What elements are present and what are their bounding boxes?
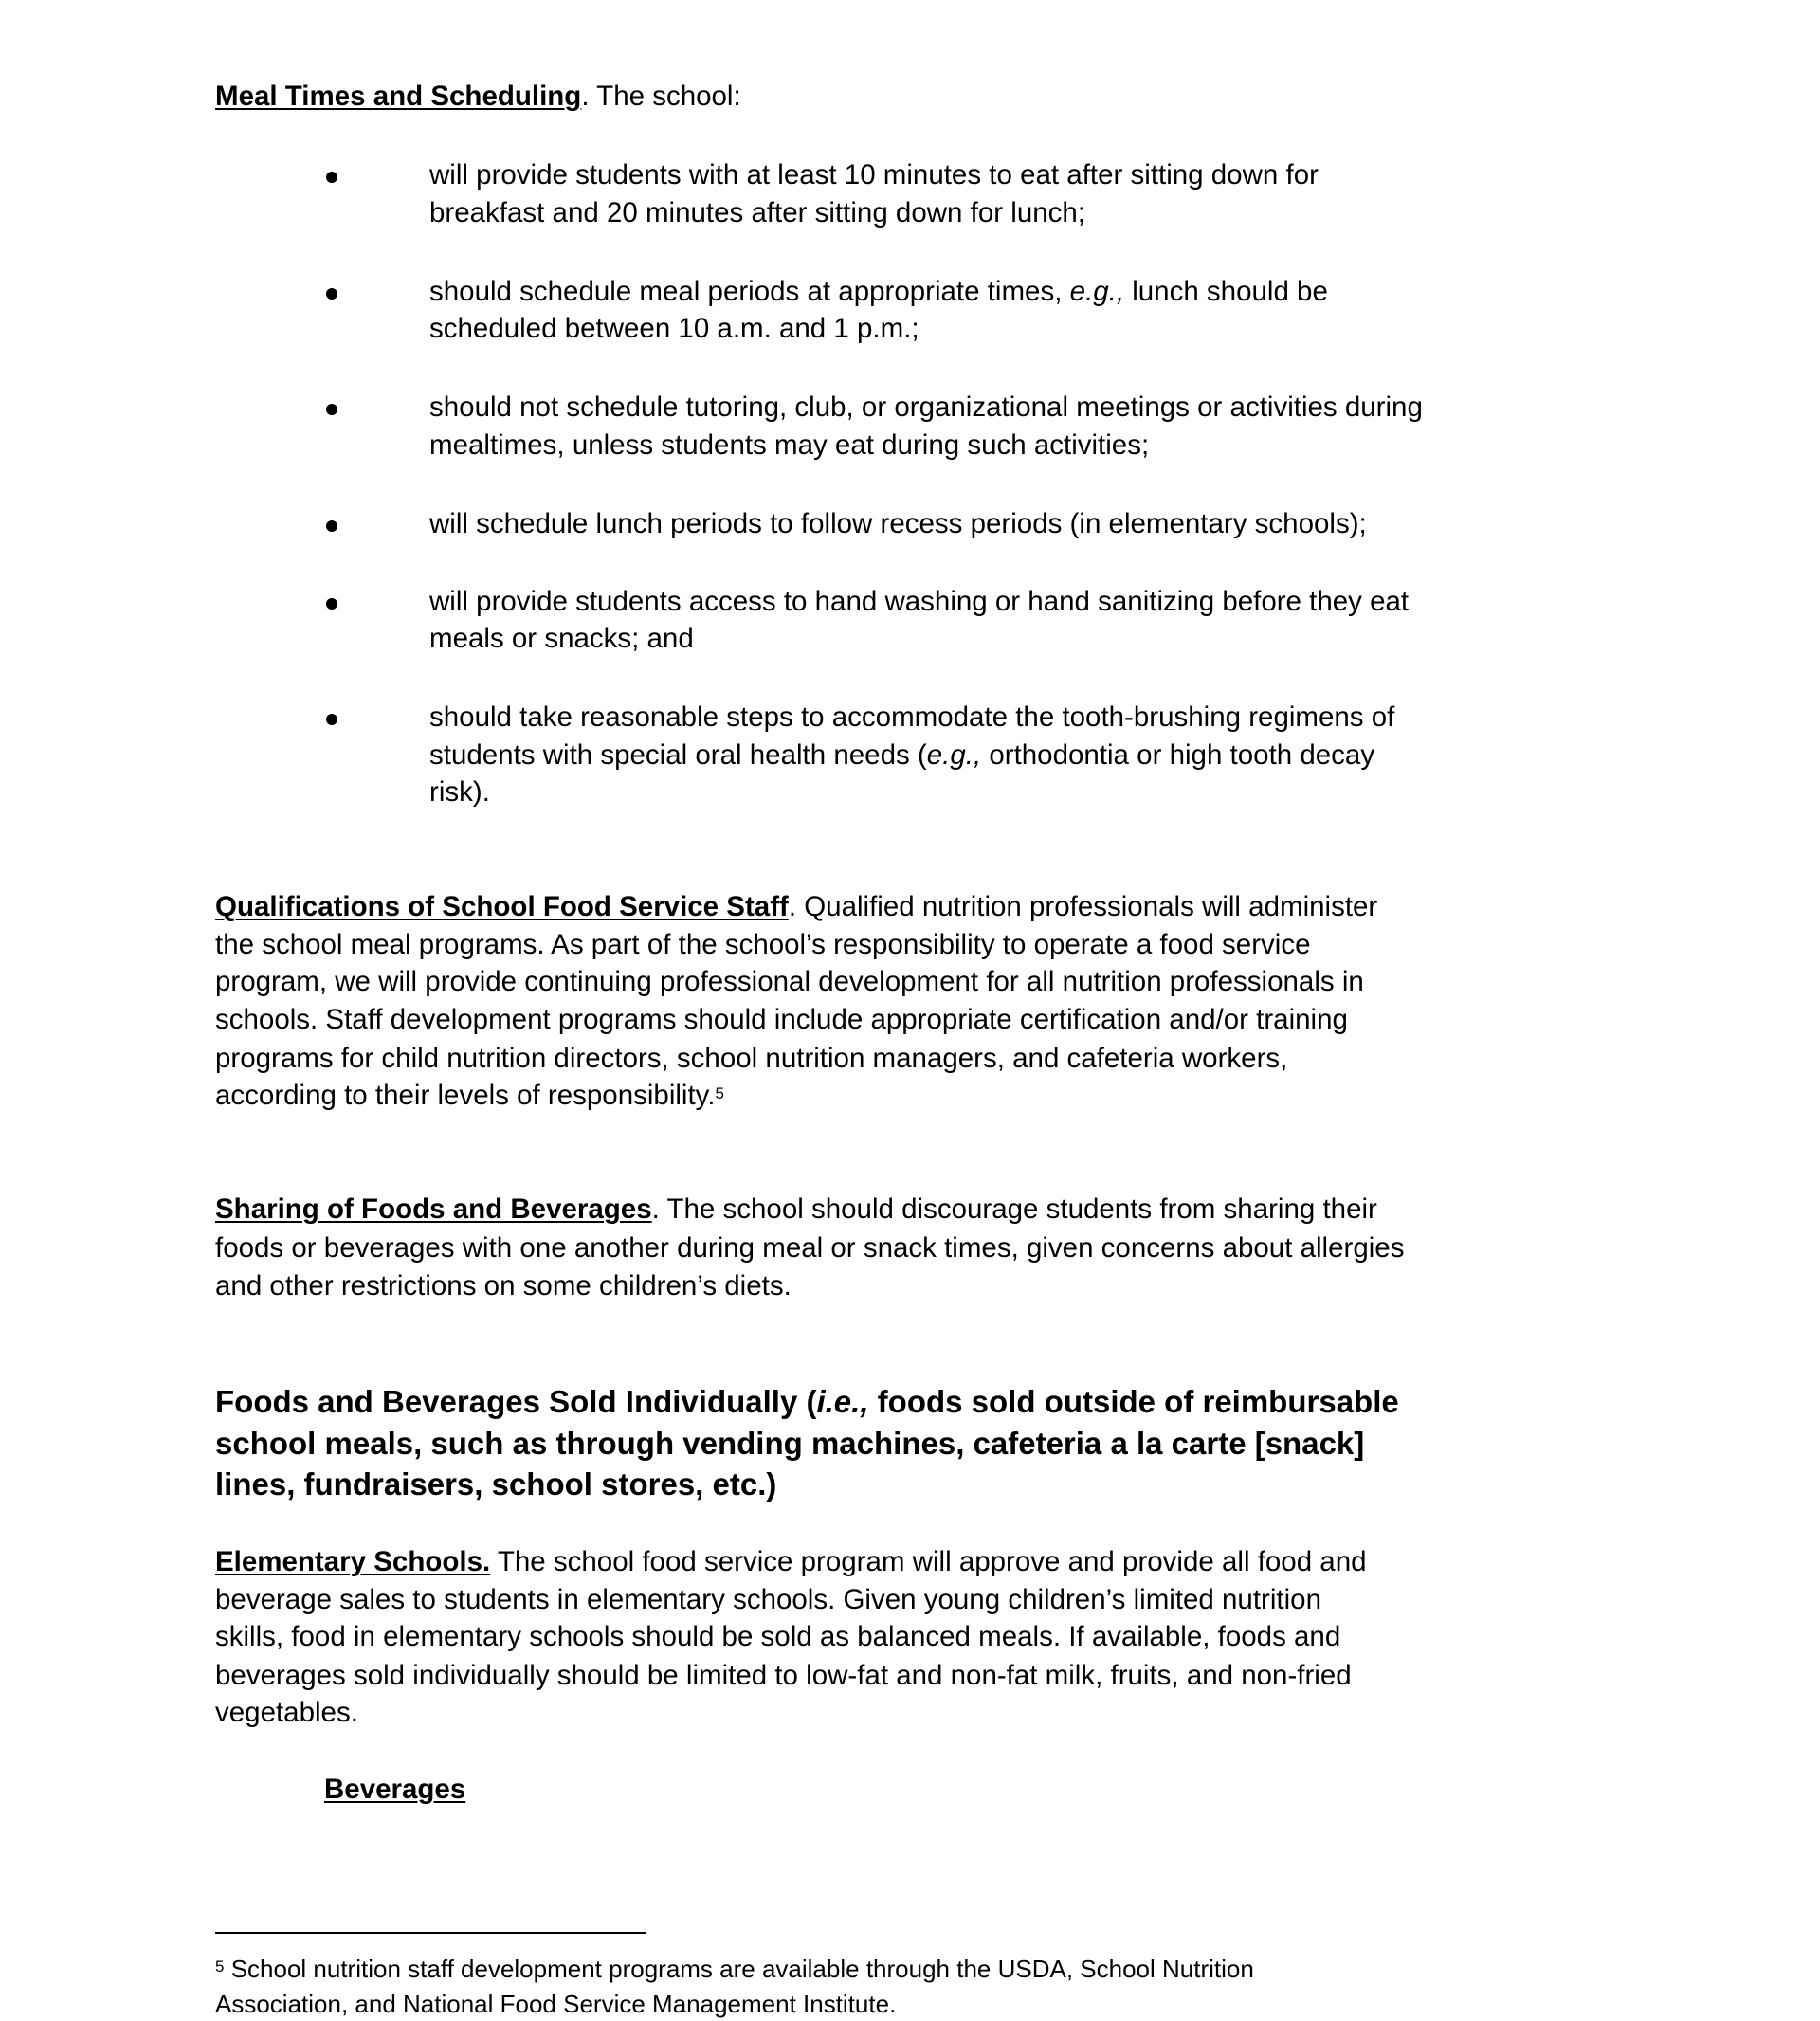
text-run: foods sold outside of reimbursable (868, 1384, 1399, 1419)
footnote-separator (215, 1932, 646, 1934)
text-run: according to their levels of responsibility. (215, 1080, 716, 1111)
text-run: programs for child nutrition directors, school nutrition managers, and cafeteria workers, (215, 1043, 1288, 1074)
section-heading: Beverages (324, 1774, 466, 1805)
section-heading: Sharing of Foods and Beverages (215, 1193, 652, 1225)
text-run: e.g., (1069, 276, 1125, 307)
text-run: the school meal programs. As part of the school’s responsibility to operate a food service (215, 929, 1311, 960)
bullet-icon (326, 598, 337, 610)
section-heading: Qualifications of School Food Service Staff (215, 891, 789, 922)
bullet-icon (326, 288, 337, 300)
text-line (215, 1987, 896, 2021)
text-run: scheduled between 10 a.m. and 1 p.m.; (429, 313, 919, 344)
text-line (215, 1618, 1340, 1656)
text-run: students with special oral health needs ( (429, 739, 927, 771)
text-line (215, 1694, 358, 1732)
text-line (429, 699, 1394, 737)
text-run: should take reasonable steps to accommodate the tooth-brushing regimens of (429, 701, 1395, 733)
text-run: Association, and National Food Service Management Institute. (215, 1990, 897, 2018)
text-run: foods or beverages with one another during meal or snack times, given concerns about allergies (215, 1232, 1405, 1264)
text-line (215, 1040, 1287, 1078)
text-line (429, 774, 490, 811)
text-run: . The school should discourage students from sharing their (651, 1193, 1377, 1225)
footnote-marker: 5 (215, 1957, 225, 1975)
text-run: schools. Staff development programs should include appropriate certification and/or training (215, 1004, 1348, 1035)
text-line (215, 1229, 1404, 1267)
text-line (215, 888, 1377, 926)
text-run: will provide students access to hand washing or hand sanitizing before they eat (429, 586, 1410, 617)
text-line (215, 1657, 1352, 1695)
text-run: meals or snacks; and (429, 623, 694, 654)
text-run: school meals, such as through vending machines, cafeteria a la carte [snack] (215, 1426, 1365, 1461)
bullet-icon (326, 520, 337, 532)
text-line (215, 1543, 1367, 1581)
text-line (429, 737, 1374, 774)
text-line (215, 1381, 1399, 1423)
text-run: i.e., (816, 1384, 869, 1419)
section-heading: Elementary Schools. (215, 1546, 491, 1577)
bullet-icon (326, 404, 337, 415)
text-run: breakfast and 20 minutes after sitting down for lunch; (429, 197, 1085, 228)
text-run: program, we will provide continuing professional development for all nutrition professionals in (215, 966, 1364, 997)
text-run: . The school: (581, 81, 741, 112)
text-run: will provide students with at least 10 minutes to eat after sitting down for (429, 159, 1319, 191)
text-line (215, 1001, 1348, 1039)
text-line (215, 1191, 1377, 1229)
text-run: lunch should be (1124, 276, 1328, 307)
text-line (215, 1464, 776, 1505)
text-line (215, 1077, 724, 1115)
text-run: risk). (429, 776, 490, 808)
text-line (215, 926, 1310, 964)
text-line (215, 1267, 792, 1305)
text-line (215, 78, 741, 116)
text-line (429, 389, 1423, 427)
text-line (429, 156, 1319, 194)
text-line (429, 505, 1367, 543)
text-line (429, 273, 1328, 311)
bullet-icon (326, 714, 337, 725)
bullet-icon (326, 172, 337, 183)
text-run: mealtimes, unless students may eat during such activities; (429, 429, 1150, 461)
footnote-marker: 5 (715, 1084, 724, 1102)
text-run: . Qualified nutrition professionals will administer (788, 891, 1378, 922)
text-run: e.g., (926, 739, 982, 771)
text-line (324, 1771, 465, 1809)
text-run: beverages sold individually should be limited to low-fat and non-fat milk, fruits, and non-fried (215, 1660, 1352, 1691)
text-run: vegetables. (215, 1697, 358, 1728)
text-line (429, 620, 694, 658)
text-line (215, 1952, 1254, 1986)
text-line (429, 310, 919, 348)
section-heading: Meal Times and Scheduling (215, 81, 582, 112)
text-line (215, 963, 1364, 1001)
text-line (215, 1581, 1321, 1619)
text-run: orthodontia or high tooth decay (981, 739, 1375, 771)
text-run: The school food service program will approve and provide all food and (490, 1546, 1367, 1577)
text-line (429, 583, 1409, 621)
text-run: School nutrition staff development programs are available through the USDA, School Nutrition (224, 1955, 1254, 1983)
text-run: skills, food in elementary schools should be sold as balanced meals. If available, foods and (215, 1621, 1341, 1652)
text-run: Foods and Beverages Sold Individually ( (215, 1384, 817, 1419)
text-line (429, 427, 1149, 464)
text-run: should schedule meal periods at appropriate times, (429, 276, 1070, 307)
text-run: will schedule lunch periods to follow recess periods (in elementary schools); (429, 508, 1367, 539)
text-line (215, 1423, 1364, 1465)
text-run: should not schedule tutoring, club, or organizational meetings or activities during (429, 391, 1423, 423)
text-line (429, 194, 1085, 232)
text-run: lines, fundraisers, school stores, etc.) (215, 1466, 777, 1502)
text-run: and other restrictions on some children’s diets. (215, 1270, 792, 1302)
text-run: beverage sales to students in elementary schools. Given young children’s limited nutrition (215, 1584, 1321, 1615)
